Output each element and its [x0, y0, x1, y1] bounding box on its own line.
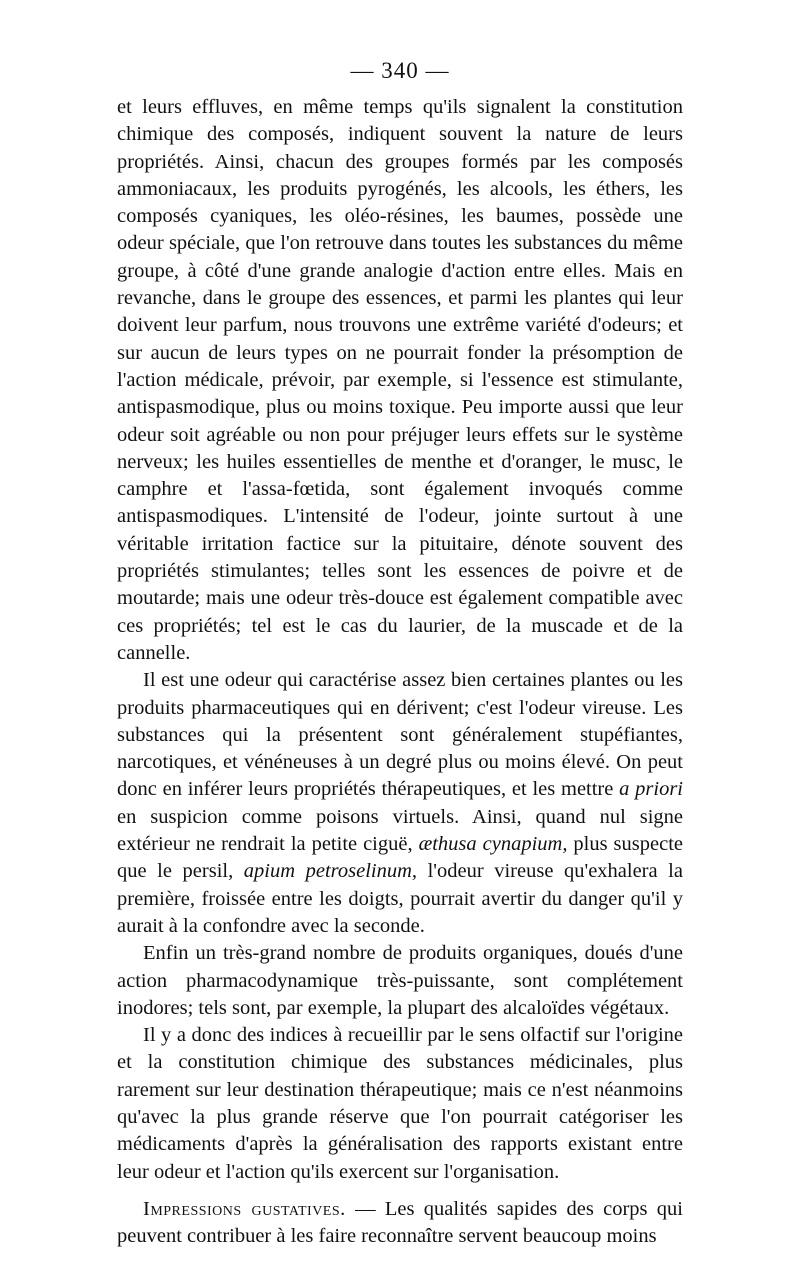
paragraph-odeur-vireuse	[117, 667, 683, 940]
paragraph-text-segment: Il est une odeur qui caractérise assez bien certaines plantes ou les produits pharmaceutiques qui en dérivent; c'est l'odeur vireuse. Les substances qui la présentent sont généralement stupéfiantes, narcotiques, et vénéneuses à un degré plus ou moins élevé. On peut donc en inférer leurs propriétés thérapeutiques, et les mettre	[117, 669, 683, 801]
section-heading: Impressions gustatives.	[143, 1197, 346, 1220]
paragraph-text-segment: l'odeur vireuse qu'exhalera la première, froissée entre les doigts, pourrait avertir du danger qu'il y aurait à la confondre avec la seconde.	[117, 860, 683, 937]
paragraph-produits-inodores: Enfin un très-grand nombre de produits organiques, doués d'une action pharmacodynamique très-puissante, sont complétement inodores; tels sont, par exemple, la plupart des alcaloïdes végétaux.	[117, 942, 683, 1019]
paragraph-odeurs-composes: et leurs effluves, en même temps qu'ils signalent la constitution chimique des composés, indiquent souvent la nature de leurs propriétés. Ainsi, chacun des groupes formés par les composés ammoniacaux, les produits pyrogénés, les alcools, les éthers, les composés cyaniques, les oléo-résines, les baumes, possède une odeur spéciale, que l'on retrouve dans toutes les substances du même groupe, à côté d'une grande analogie d'action entre elles. Mais en revanche, dans le groupe des essences, et parmi les plantes qui leur doivent leur parfum, nous trouvons une extrême variété d'odeurs; et sur aucun de leurs types on ne pourrait fonder la présomption de l'action médicale, prévoir, par exemple, si l'essence est stimulante, antispasmodique, plus ou moins toxique. Peu importe aussi que leur odeur soit agréable ou non pour préjuger leurs effets sur le système nerveux; les huiles essentielles de menthe et d'oranger, le musc, le camphre et l'assa-fœtida, sont également invoqués comme antispasmodiques. L'intensité de l'odeur, jointe surtout à une véritable irritation factice sur la pituitaire, dénote souvent des propriétés stimulantes; telles sont les essences de poivre et de moutarde; mais une odeur très-douce est également compatible avec ces propriétés; tel est le cas du laurier, de la muscade et de la cannelle.	[117, 96, 683, 664]
paragraph-impressions-gustatives	[117, 1196, 683, 1251]
paragraph-text-segment: en suspicion comme poisons virtuels. Ainsi, quand nul signe extérieur ne rendrait la petite ciguë,	[117, 805, 683, 856]
page-number: — 340 —	[350, 58, 450, 83]
italic-term-apium: apium petroselinum,	[243, 860, 418, 883]
paragraph-sens-olfactif: Il y a donc des indices à recueillir par le sens olfactif sur l'origine et la constitution chimique des substances médicinales, plus rarement sur leur destination thérapeutique; mais ce n'est néanmoins qu'avec la plus grande réserve que l'on pourrait catégoriser les médicaments d'après la généralisation des rapports existant entre leur odeur et l'action qu'ils exercent sur l'organisation.	[117, 1024, 683, 1183]
paragraph-text-segment: plus suspecte que le persil,	[117, 833, 684, 883]
italic-term-a-priori: a priori	[619, 778, 683, 801]
paragraph-text-segment: — Les qualités sapides des corps qui peuvent contribuer à les faire reconnaître servent beaucoup moins	[117, 1197, 683, 1248]
italic-term-aethusa: æthusa cynapium,	[418, 833, 568, 856]
body-text	[117, 94, 683, 1250]
